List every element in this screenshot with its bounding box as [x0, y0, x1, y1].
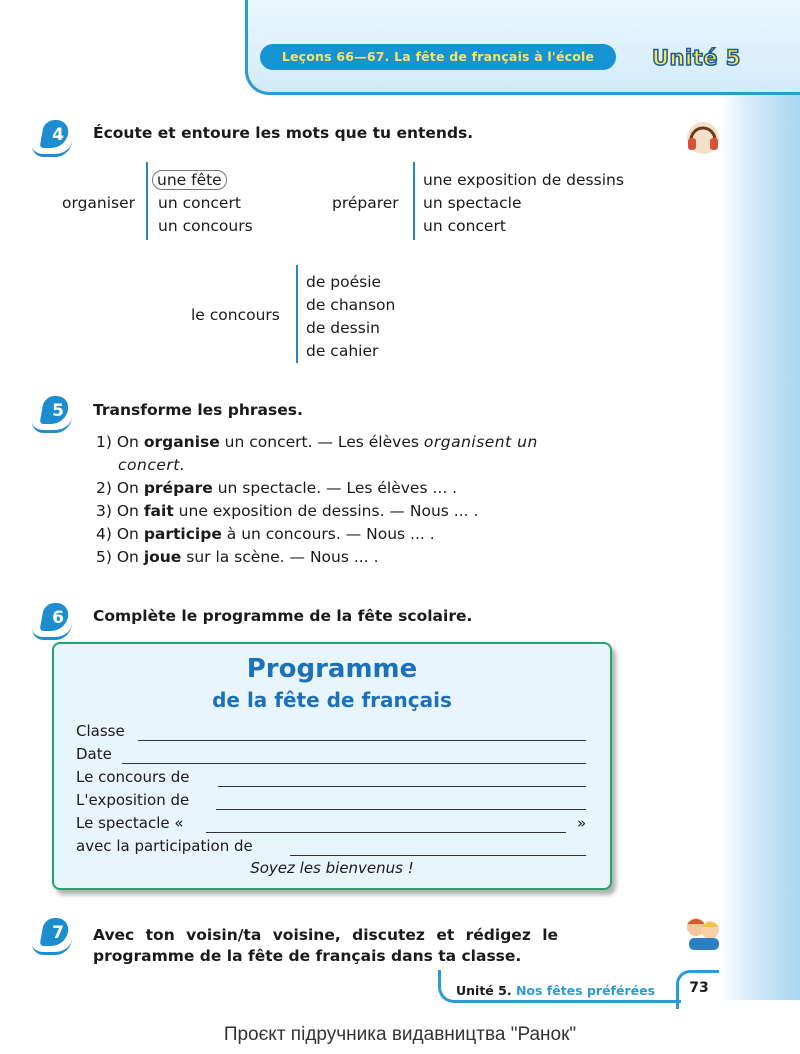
group2-item-3[interactable]: un concert [423, 217, 506, 235]
group1-verb: organiser [62, 194, 136, 212]
field-label-concours: Le concours de [76, 768, 190, 786]
program-title: Programme [246, 654, 418, 684]
page-number: 73 [676, 970, 719, 1009]
sentence-4: 4) On participe à un concours. — Nous ... . [96, 525, 435, 543]
pair-work-icon [683, 912, 723, 952]
group1-item-1[interactable]: une fête [158, 171, 227, 189]
group3-item-4[interactable]: de cahier [306, 342, 379, 360]
side-gradient-strip [720, 0, 800, 1000]
program-box [52, 642, 612, 890]
headphones-icon [684, 118, 722, 156]
sentence-5: 5) On joue sur la scène. — Nous ... . [96, 548, 379, 566]
field-label-date: Date [76, 745, 112, 763]
welcome-text: Soyez les bienvenus ! [250, 859, 414, 877]
group2-divider [413, 162, 415, 240]
field-line-date[interactable] [122, 763, 586, 764]
sentence-1: 1) On organise un concert. — Les élèves organisent un [96, 433, 538, 451]
group1-divider [146, 162, 148, 240]
sentence-2: 2) On prépare un spectacle. — Les élèves ... . [96, 479, 458, 497]
group3-item-1[interactable]: de poésie [306, 273, 382, 291]
group3-item-3[interactable]: de dessin [306, 319, 380, 337]
closing-quote: » [577, 814, 587, 832]
field-label-spectacle: Le spectacle « [76, 814, 184, 832]
field-label-exposition: L'exposition de [76, 791, 190, 809]
exercise-number-7: 7 [38, 918, 74, 948]
field-line-participation[interactable] [290, 855, 586, 856]
handwritten-answer: organisent un [423, 433, 538, 451]
exercise-number-6: 6 [38, 603, 74, 633]
exercise-5-instruction: Transforme les phrases. [93, 401, 303, 419]
exercise-number-4: 4 [38, 120, 74, 150]
group2-item-1[interactable]: une exposition de dessins [423, 171, 624, 189]
exercise-4-instruction: Écoute et entoure les mots que tu entends. [93, 124, 474, 142]
exercise-6-instruction: Complète le programme de la fête scolaire. [93, 607, 473, 625]
field-line-spectacle[interactable] [206, 832, 566, 833]
field-line-exposition[interactable] [216, 809, 586, 810]
group3-item-2[interactable]: de chanson [306, 296, 396, 314]
exercise-7-instruction-line1: Avec ton voisin/ta voisine, discutez et rédigez le [93, 926, 559, 944]
group2-verb: préparer [332, 194, 399, 212]
field-label-participation: avec la participation de [76, 837, 253, 855]
publisher-credit: Проєкт підручника видавництва "Ранок" [223, 1024, 577, 1045]
group2-item-2[interactable]: un spectacle [423, 194, 522, 212]
handwritten-answer-cont: concert. [118, 456, 186, 474]
exercise-7-instruction-line2: programme de la fête de français dans ta classe. [93, 947, 522, 965]
group3-divider [296, 265, 298, 363]
program-subtitle: de la fête de français [212, 688, 452, 712]
field-label-classe: Classe [76, 722, 125, 740]
field-line-classe[interactable] [138, 740, 586, 741]
footer-unit-title: Unité 5. Nos fêtes préférées [456, 983, 656, 998]
group1-item-2[interactable]: un concert [158, 194, 241, 212]
field-line-concours[interactable] [218, 786, 586, 787]
unit-badge: Unité 5 [652, 46, 741, 70]
exercise-number-5: 5 [38, 396, 74, 426]
group1-item-3[interactable]: un concours [158, 217, 253, 235]
lesson-title: Leçons 66—67. La fête de français à l'école [260, 44, 616, 70]
group3-verb: le concours [191, 306, 280, 324]
sentence-3: 3) On fait une exposition de dessins. — Nous ... . [96, 502, 479, 520]
